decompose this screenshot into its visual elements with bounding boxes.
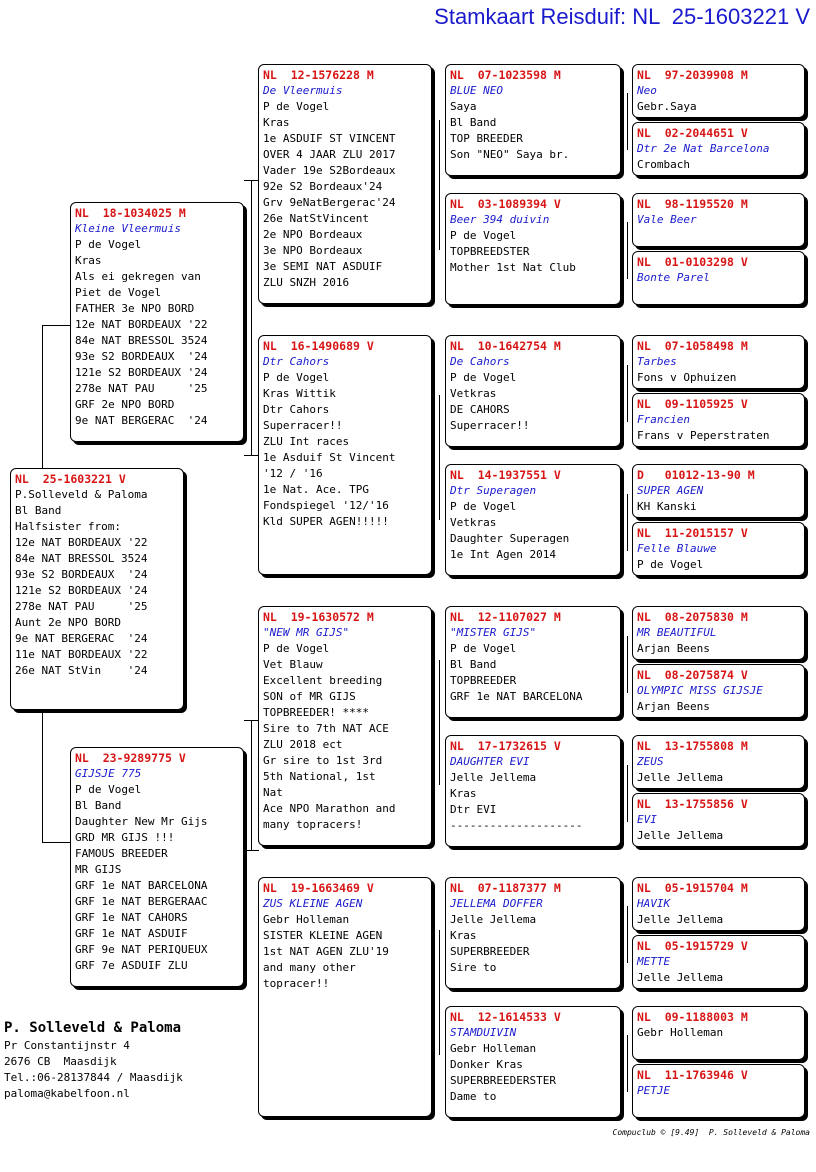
pedigree-line: OVER 4 JAAR ZLU 2017 bbox=[263, 148, 396, 161]
pigeon-card-g15 bbox=[632, 1064, 805, 1118]
pigeon-card-g13 bbox=[632, 935, 805, 989]
connector-line bbox=[627, 93, 628, 150]
pigeon-card-g11 bbox=[632, 793, 805, 847]
pedigree-line: Donker Kras bbox=[450, 1058, 523, 1071]
connector-line bbox=[251, 180, 252, 455]
pedigree-line: Vetkras bbox=[450, 516, 497, 529]
pedigree-line: Aunt 2e NPO BORD bbox=[15, 616, 121, 629]
pedigree-line: 26e NatStVincent bbox=[263, 212, 369, 225]
pedigree-line: Gr sire to 1st 3rd bbox=[263, 754, 383, 767]
footer-credit: Compuclub © [9.49] P. Solleveld & Paloma bbox=[612, 1128, 810, 1137]
pigeon-card-g14 bbox=[632, 1006, 805, 1060]
pigeon-name: De Vleermuis bbox=[263, 84, 343, 97]
pigeon-card-ff bbox=[258, 64, 432, 304]
pedigree-line: Dtr EVI bbox=[450, 803, 497, 816]
pedigree-line: Gebr Holleman bbox=[450, 1042, 537, 1055]
pedigree-line: TOPBREEDER! **** bbox=[263, 706, 369, 719]
pigeon-name: Bonte Parel bbox=[637, 271, 710, 284]
pigeon-name: ZUS KLEINE AGEN bbox=[263, 897, 363, 910]
pigeon-card-mmf bbox=[445, 877, 621, 989]
connector-line bbox=[439, 660, 440, 785]
ring-number: NL 25-1603221 V bbox=[15, 472, 126, 486]
ring-number: NL 19-1663469 V bbox=[263, 881, 374, 895]
pedigree-line: ZLU SNZH 2016 bbox=[263, 276, 350, 289]
pedigree-line: Jelle Jellema bbox=[450, 913, 537, 926]
pigeon-name: Kleine Vleermuis bbox=[75, 222, 181, 235]
pedigree-line: Daughter New Mr Gijs bbox=[75, 815, 208, 828]
pedigree-line: Saya bbox=[450, 100, 477, 113]
pedigree-line: Jelle Jellema bbox=[450, 771, 537, 784]
ring-number: NL 11-2015157 V bbox=[637, 526, 748, 540]
connector-line bbox=[251, 720, 252, 850]
pedigree-line: P.Solleveld & Paloma bbox=[15, 488, 148, 501]
connector-line bbox=[42, 325, 70, 326]
pedigree-line: ZLU 2018 ect bbox=[263, 738, 343, 751]
pedigree-line: GRF 1e NAT ASDUIF bbox=[75, 927, 188, 940]
connector-line bbox=[627, 365, 628, 422]
ring-number: NL 02-2044651 V bbox=[637, 126, 748, 140]
ring-number: NL 09-1105925 V bbox=[637, 397, 748, 411]
pedigree-line: 121e S2 BORDEAUX '24 bbox=[15, 584, 148, 597]
ring-number: NL 03-1089394 V bbox=[450, 197, 561, 211]
pedigree-line: Bl Band bbox=[450, 116, 497, 129]
pigeon-name: GIJSJE 775 bbox=[75, 767, 142, 780]
connector-line bbox=[627, 765, 628, 822]
pigeon-card-fff bbox=[445, 64, 621, 176]
pedigree-line: Als ei gekregen van bbox=[75, 270, 201, 283]
pigeon-card-fm bbox=[258, 335, 432, 575]
pedigree-line: Kras Wittik bbox=[263, 387, 336, 400]
pigeon-name: STAMDUIVIN bbox=[450, 1026, 517, 1039]
pigeon-card-fmf bbox=[445, 335, 621, 447]
pedigree-line: Fons v Ophuizen bbox=[637, 371, 737, 384]
pedigree-line: FAMOUS BREEDER bbox=[75, 847, 168, 860]
pigeon-name: Vale Beer bbox=[637, 213, 697, 226]
ring-number: NL 17-1732615 V bbox=[450, 739, 561, 753]
pedigree-line: Gebr.Saya bbox=[637, 100, 697, 113]
pedigree-line: P de Vogel bbox=[263, 642, 330, 655]
page-title: Stamkaart Reisduif: NL 25-1603221 V bbox=[434, 4, 810, 29]
pedigree-line: P de Vogel bbox=[637, 558, 704, 571]
ring-number: NL 19-1630572 M bbox=[263, 610, 374, 624]
pedigree-line: '12 / '16 bbox=[263, 467, 323, 480]
pigeon-card-g8 bbox=[632, 606, 805, 660]
owner-address: Pr Constantijnstr 4 bbox=[4, 1039, 130, 1052]
pedigree-line: Halfsister from: bbox=[15, 520, 121, 533]
ring-number: NL 98-1195520 M bbox=[637, 197, 748, 211]
pedigree-line: Fondspiegel '12/'16 bbox=[263, 499, 389, 512]
pigeon-card-g10 bbox=[632, 735, 805, 789]
pedigree-line: 3e NPO Bordeaux bbox=[263, 244, 363, 257]
pedigree-line: 5th National, 1st bbox=[263, 770, 376, 783]
pigeon-name: Dtr Cahors bbox=[263, 355, 330, 368]
pedigree-line: Piet de Vogel bbox=[75, 286, 162, 299]
pedigree-line: Ace NPO Marathon and bbox=[263, 802, 396, 815]
pedigree-line: 26e NAT StVin '24 bbox=[15, 664, 148, 677]
pigeon-name: Neo bbox=[637, 84, 657, 97]
pigeon-name: Dtr 2e Nat Barcelona bbox=[637, 142, 770, 155]
pedigree-line: Jelle Jellema bbox=[637, 913, 724, 926]
pigeon-name: JELLEMA DOFFER bbox=[450, 897, 543, 910]
pedigree-line: SISTER KLEINE AGEN bbox=[263, 929, 383, 942]
pedigree-line: 11e NAT BORDEAUX '22 bbox=[15, 648, 148, 661]
pedigree-line: P de Vogel bbox=[263, 371, 330, 384]
pedigree-line: DE CAHORS bbox=[450, 403, 510, 416]
pedigree-line: Gebr Holleman bbox=[263, 913, 350, 926]
pedigree-line: Son "NEO" Saya br. bbox=[450, 148, 570, 161]
pedigree-line: Grv 9eNatBergerac'24 bbox=[263, 196, 396, 209]
pedigree-line: 1e Int Agen 2014 bbox=[450, 548, 556, 561]
pigeon-name: Beer 394 duivin bbox=[450, 213, 550, 226]
pedigree-line: topracer!! bbox=[263, 977, 330, 990]
pedigree-line: ZLU Int races bbox=[263, 435, 350, 448]
pedigree-line: Superracer!! bbox=[263, 419, 343, 432]
pedigree-line: Dame to bbox=[450, 1090, 497, 1103]
pedigree-line: 9e NAT BERGERAC '24 bbox=[15, 632, 148, 645]
ring-number: NL 14-1937551 V bbox=[450, 468, 561, 482]
connector-line bbox=[42, 712, 43, 842]
pedigree-line: P de Vogel bbox=[75, 238, 142, 251]
pedigree-line: Kras bbox=[263, 116, 290, 129]
pigeon-name: MR BEAUTIFUL bbox=[637, 626, 717, 639]
pedigree-line: Kras bbox=[450, 787, 477, 800]
pedigree-line: GRF 1e NAT BARCELONA bbox=[75, 879, 208, 892]
ring-number: NL 23-9289775 V bbox=[75, 751, 186, 765]
pigeon-card-fmm bbox=[445, 464, 621, 576]
pigeon-name: ZEUS bbox=[637, 755, 664, 768]
ring-number: NL 09-1188003 M bbox=[637, 1010, 748, 1024]
pedigree-line: Daughter Superagen bbox=[450, 532, 570, 545]
owner-name: P. Solleveld & Paloma bbox=[4, 1020, 182, 1036]
pigeon-card-g0 bbox=[632, 64, 805, 118]
pigeon-card-g7 bbox=[632, 522, 805, 576]
pigeon-card-father bbox=[70, 202, 244, 442]
pedigree-line: Kld SUPER AGEN!!!!! bbox=[263, 515, 389, 528]
ring-number: NL 13-1755856 V bbox=[637, 797, 748, 811]
pedigree-line: 84e NAT BRESSOL 3524 bbox=[15, 552, 148, 565]
pigeon-card-mmm bbox=[445, 1006, 621, 1118]
pedigree-line: TOPBREEDSTER bbox=[450, 245, 530, 258]
pigeon-name: Francien bbox=[637, 413, 690, 426]
pedigree-line: 1e ASDUIF ST VINCENT bbox=[263, 132, 396, 145]
pedigree-line: Arjan Beens bbox=[637, 700, 710, 713]
connector-line bbox=[244, 850, 259, 851]
pigeon-card-mff bbox=[445, 606, 621, 718]
pedigree-line: SUPERBREEDERSTER bbox=[450, 1074, 556, 1087]
ring-number: NL 10-1642754 M bbox=[450, 339, 561, 353]
pedigree-line: P de Vogel bbox=[75, 783, 142, 796]
ring-number: NL 18-1034025 M bbox=[75, 206, 186, 220]
pigeon-name: Felle Blauwe bbox=[637, 542, 717, 555]
pigeon-card-mf bbox=[258, 606, 432, 846]
pedigree-line: GRF 2e NPO BORD bbox=[75, 398, 175, 411]
pedigree-line: Vet Blauw bbox=[263, 658, 323, 671]
pigeon-name: OLYMPIC MISS GIJSJE bbox=[637, 684, 763, 697]
pedigree-line: 1st NAT AGEN ZLU'19 bbox=[263, 945, 389, 958]
pedigree-line: many topracers! bbox=[263, 818, 363, 831]
owner-block bbox=[4, 1018, 183, 1102]
pedigree-line: Dtr Cahors bbox=[263, 403, 330, 416]
ring-number: NL 12-1614533 V bbox=[450, 1010, 561, 1024]
ring-number: NL 12-1576228 M bbox=[263, 68, 374, 82]
ring-number: NL 11-1763946 V bbox=[637, 1068, 748, 1082]
pedigree-line: 9e NAT BERGERAC '24 bbox=[75, 414, 208, 427]
pigeon-card-g9 bbox=[632, 664, 805, 718]
pedigree-line: 1e Nat. Ace. TPG bbox=[263, 483, 369, 496]
ring-number: NL 08-2075874 V bbox=[637, 668, 748, 682]
pigeon-name: DAUGHTER EVI bbox=[450, 755, 530, 768]
pedigree-line: Bl Band bbox=[75, 799, 122, 812]
pigeon-name: Tarbes bbox=[637, 355, 677, 368]
pedigree-line: P de Vogel bbox=[450, 500, 517, 513]
pedigree-line: -------------------- bbox=[450, 819, 583, 832]
pigeon-card-g1 bbox=[632, 122, 805, 176]
pedigree-line: Nat bbox=[263, 786, 283, 799]
pedigree-line: 278e NAT PAU '25 bbox=[75, 382, 208, 395]
pedigree-line: FATHER 3e NPO BORD bbox=[75, 302, 195, 315]
pedigree-line: Mother 1st Nat Club bbox=[450, 261, 576, 274]
owner-phone: Tel.:06-28137844 / Maasdijk bbox=[4, 1071, 183, 1084]
pedigree-line: GRF 9e NAT PERIQUEUX bbox=[75, 943, 208, 956]
ring-number: NL 07-1187377 M bbox=[450, 881, 561, 895]
pigeon-name: PETJE bbox=[637, 1084, 671, 1097]
pedigree-line: Vetkras bbox=[450, 387, 497, 400]
pedigree-line: Frans v Peperstraten bbox=[637, 429, 770, 442]
pedigree-line: Kras bbox=[450, 929, 477, 942]
pedigree-line: 93e S2 BORDEAUX '24 bbox=[15, 568, 148, 581]
ring-number: NL 12-1107027 M bbox=[450, 610, 561, 624]
pigeon-card-g3 bbox=[632, 251, 805, 305]
pigeon-name: SUPER AGEN bbox=[637, 484, 704, 497]
owner-email: paloma@kabelfoon.nl bbox=[4, 1087, 130, 1100]
pedigree-line: 121e S2 BORDEAUX '24 bbox=[75, 366, 208, 379]
owner-city: 2676 CB Maasdijk bbox=[4, 1055, 117, 1068]
pedigree-line: 278e NAT PAU '25 bbox=[15, 600, 148, 613]
pedigree-line: GRF 1e NAT CAHORS bbox=[75, 911, 188, 924]
pedigree-line: SON of MR GIJS bbox=[263, 690, 356, 703]
connector-line bbox=[439, 120, 440, 250]
pedigree-line: GRF 7e ASDUIF ZLU bbox=[75, 959, 188, 972]
pedigree-line: P de Vogel bbox=[450, 371, 517, 384]
pedigree-line: GRF 1e NAT BERGERAAC bbox=[75, 895, 208, 908]
pigeon-name: HAVIK bbox=[637, 897, 671, 910]
pigeon-card-g2 bbox=[632, 193, 805, 247]
pedigree-line: Jelle Jellema bbox=[637, 971, 724, 984]
pedigree-line: Arjan Beens bbox=[637, 642, 710, 655]
ring-number: NL 01-0103298 V bbox=[637, 255, 748, 269]
pedigree-line: 2e NPO Bordeaux bbox=[263, 228, 363, 241]
pedigree-line: Jelle Jellema bbox=[637, 829, 724, 842]
pigeon-name: METTE bbox=[637, 955, 671, 968]
pigeon-card-mother bbox=[70, 747, 244, 987]
pedigree-line: KH Kanski bbox=[637, 500, 697, 513]
connector-line bbox=[439, 930, 440, 1055]
pigeon-card-mm bbox=[258, 877, 432, 1117]
connector-line bbox=[439, 395, 440, 520]
pedigree-line: Vader 19e S2Bordeaux bbox=[263, 164, 396, 177]
pedigree-line: 93e S2 BORDEAUX '24 bbox=[75, 350, 208, 363]
pigeon-card-g5 bbox=[632, 393, 805, 447]
pedigree-line: Bl Band bbox=[15, 504, 62, 517]
ring-number: NL 13-1755808 M bbox=[637, 739, 748, 753]
pedigree-line: Gebr Holleman bbox=[637, 1026, 724, 1039]
pedigree-line: GRF 1e NAT BARCELONA bbox=[450, 690, 583, 703]
pedigree-line: Jelle Jellema bbox=[637, 771, 724, 784]
pedigree-line: TOP BREEDER bbox=[450, 132, 523, 145]
connector-line bbox=[627, 906, 628, 963]
pedigree-line: Crombach bbox=[637, 158, 690, 171]
pedigree-line: SUPERBREEDER bbox=[450, 945, 530, 958]
pigeon-name: De Cahors bbox=[450, 355, 510, 368]
connector-line bbox=[627, 1035, 628, 1092]
pigeon-name: "NEW MR GIJS" bbox=[263, 626, 350, 639]
pedigree-line: 1e Asduif St Vincent bbox=[263, 451, 396, 464]
pedigree-line: TOPBREEDER bbox=[450, 674, 517, 687]
pedigree-line: 92e S2 Bordeaux'24 bbox=[263, 180, 383, 193]
pedigree-line: P de Vogel bbox=[450, 229, 517, 242]
pedigree-line: P de Vogel bbox=[450, 642, 517, 655]
pedigree-line: Kras bbox=[75, 254, 102, 267]
pedigree-line: MR GIJS bbox=[75, 863, 122, 876]
pigeon-card-g12 bbox=[632, 877, 805, 931]
ring-number: NL 07-1023598 M bbox=[450, 68, 561, 82]
connector-line bbox=[42, 325, 43, 469]
pedigree-line: Sire to bbox=[450, 961, 497, 974]
pedigree-line: and many other bbox=[263, 961, 356, 974]
pigeon-card-mfm bbox=[445, 735, 621, 847]
connector-line bbox=[627, 636, 628, 693]
pedigree-line: Excellent breeding bbox=[263, 674, 383, 687]
ring-number: NL 08-2075830 M bbox=[637, 610, 748, 624]
pigeon-name: Dtr Superagen bbox=[450, 484, 537, 497]
ring-number: NL 07-1058498 M bbox=[637, 339, 748, 353]
connector-line bbox=[42, 842, 70, 843]
pedigree-line: 12e NAT BORDEAUX '22 bbox=[15, 536, 148, 549]
pedigree-line: 12e NAT BORDEAUX '22 bbox=[75, 318, 208, 331]
ring-number: D 01012-13-90 M bbox=[637, 468, 755, 482]
pedigree-line: 84e NAT BRESSOL 3524 bbox=[75, 334, 208, 347]
pedigree-line: Sire to 7th NAT ACE bbox=[263, 722, 389, 735]
pigeon-card-ffm bbox=[445, 193, 621, 305]
connector-line bbox=[627, 494, 628, 551]
pedigree-line: Superracer!! bbox=[450, 419, 530, 432]
pedigree-line: Bl Band bbox=[450, 658, 497, 671]
pigeon-card-g4 bbox=[632, 335, 805, 389]
ring-number: NL 16-1490689 V bbox=[263, 339, 374, 353]
pigeon-card-subject bbox=[10, 468, 184, 710]
connector-line bbox=[627, 222, 628, 279]
pedigree-line: P de Vogel bbox=[263, 100, 330, 113]
ring-number: NL 97-2039908 M bbox=[637, 68, 748, 82]
ring-number: NL 05-1915729 V bbox=[637, 939, 748, 953]
connector-line bbox=[244, 455, 259, 456]
pigeon-name: EVI bbox=[637, 813, 657, 826]
pedigree-line: GRD MR GIJS !!! bbox=[75, 831, 175, 844]
pedigree-line: 3e SEMI NAT ASDUIF bbox=[263, 260, 383, 273]
pigeon-card-g6 bbox=[632, 464, 805, 518]
ring-number: NL 05-1915704 M bbox=[637, 881, 748, 895]
pigeon-name: BLUE NEO bbox=[450, 84, 503, 97]
pigeon-name: "MISTER GIJS" bbox=[450, 626, 537, 639]
